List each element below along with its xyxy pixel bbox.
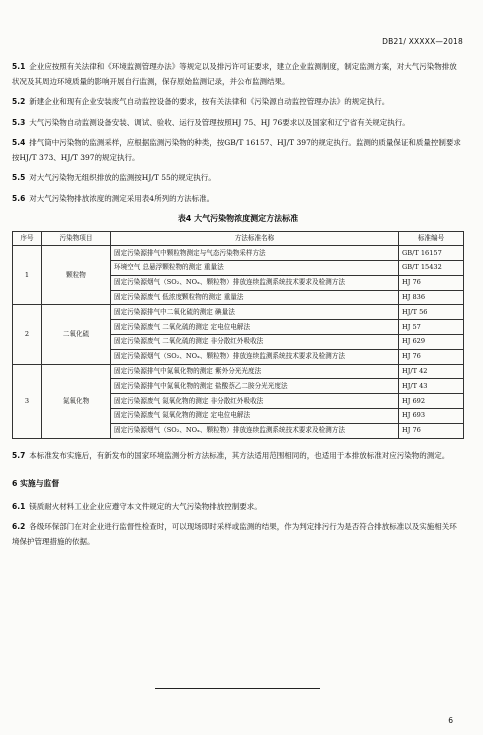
clause-number: 6.1	[12, 501, 26, 511]
row-number: 1	[13, 246, 42, 305]
method-name: 固定污染源烟气（SO₂、NOₓ、颗粒物）排放连续监测系统技术要求及检测方法	[111, 275, 399, 290]
clause-text: 大气污染物自动监测设备安装、调试、验收、运行及管理按照HJ 75、HJ 76要求以及国家和辽宁省有关规定执行。	[29, 117, 410, 127]
standard-code: HJ/T 56	[399, 305, 464, 320]
clause-text: 本标准发布实施后，有新发布的国家环境监测分析方法标准，其方法适用范围相同的，也适用于本排放标准对应污染物的测定。	[29, 450, 450, 460]
method-name: 环境空气 总悬浮颗粒物的测定 重量法	[111, 261, 399, 276]
standard-code: HJ 629	[399, 335, 464, 350]
clause-number: 5.7	[12, 450, 26, 460]
clause-6-2	[12, 520, 464, 549]
standard-code: HJ/T 43	[399, 379, 464, 394]
standard-code: HJ 836	[399, 290, 464, 305]
clause-number: 5.4	[12, 138, 26, 147]
clause-number: 5.1	[12, 62, 26, 71]
clause-text: 排气筒中污染物的监测采样，应根据监测污染物的种类，按GB/T 16157、HJ/T 397的规定执行。监测的质量保证和质量控制要求按HJ/T 373、HJ/T 397的规定执行。	[12, 138, 461, 162]
standard-code: HJ 76	[399, 423, 464, 438]
clause-number: 5.5	[12, 173, 26, 182]
method-name: 固定污染源排气中二氧化硫的测定 碘量法	[111, 305, 399, 320]
method-name: 固定污染源废气 二氧化硫的测定 非分散红外吸收法	[111, 335, 399, 350]
clause-5-7	[12, 449, 464, 464]
pollutant-name: 氮氧化物	[42, 364, 111, 438]
clause-5-1	[12, 60, 464, 89]
standard-code: HJ 57	[399, 320, 464, 335]
method-name: 固定污染源烟气（SO₂、NOₓ、颗粒物）排放连续监测系统技术要求及检测方法	[111, 423, 399, 438]
col-header-code: 标准编号	[399, 231, 464, 246]
clause-5-3	[12, 116, 464, 131]
col-header-method: 方法标准名称	[111, 231, 399, 246]
document-id: DB21/ XXXXX—2018	[382, 37, 463, 46]
method-standards-table	[12, 231, 464, 439]
standard-code: HJ 76	[399, 275, 464, 290]
pollutant-name: 颗粒物	[42, 246, 111, 305]
method-name: 固定污染源废气 二氧化硫的测定 定电位电解法	[111, 320, 399, 335]
clause-number: 6.2	[12, 522, 26, 532]
clause-text: 对大气污染物无组织排放的监测按HJ/T 55的规定执行。	[29, 173, 216, 182]
clause-5-4	[12, 136, 464, 165]
clause-text: 镁质耐火材料工业企业应遵守本文件规定的大气污染物排放控制要求。	[29, 501, 262, 511]
clause-text: 企业应按照有关法律和《环境监测管理办法》等规定以及排污许可证要求，建立企业监测制度，制定监测方案，对大气污染物排放状况及其周边环境质量的影响开展自行监测，保存原始监测记录，并公布监测结果。	[12, 62, 457, 86]
clause-number: 5.3	[12, 117, 26, 127]
clause-5-2	[12, 95, 464, 110]
table-header-row	[13, 231, 464, 246]
standard-code: HJ/T 42	[399, 364, 464, 379]
document-body	[12, 60, 464, 555]
clause-5-6	[12, 192, 464, 207]
clause-text: 对大气污染物排放浓度的测定采用表4所列的方法标准。	[29, 193, 215, 203]
standard-code: HJ 692	[399, 394, 464, 409]
method-name: 固定污染源排气中颗粒物测定与气态污染物采样方法	[111, 246, 399, 261]
method-name: 固定污染源排气中氮氧化物的测定 盐酸萘乙二胺分光光度法	[111, 379, 399, 394]
end-rule	[155, 688, 320, 689]
table-row	[13, 364, 464, 379]
row-number: 2	[13, 305, 42, 364]
method-name: 固定污染源废气 氮氧化物的测定 定电位电解法	[111, 409, 399, 424]
standard-code: HJ 76	[399, 349, 464, 364]
clause-6-1	[12, 500, 464, 515]
method-name: 固定污染源排气中氮氧化物的测定 紫外分光光度法	[111, 364, 399, 379]
section-heading: 6 实施与监督	[12, 479, 60, 489]
standard-code: GB/T 16157	[399, 246, 464, 261]
pollutant-name: 二氧化硫	[42, 305, 111, 364]
table-caption: 表4 大气污染物浓度测定方法标准	[177, 214, 299, 223]
table-row	[13, 305, 464, 320]
method-name: 固定污染源烟气（SO₂、NOₓ、颗粒物）排放连续监测系统技术要求及检测方法	[111, 349, 399, 364]
col-header-pollutant: 污染物项目	[42, 231, 111, 246]
clause-number: 5.6	[12, 193, 26, 203]
col-header-no: 序号	[13, 231, 42, 246]
clause-text: 新建企业和现有企业安装废气自动监控设备的要求，按有关法律和《污染源自动监控管理办法》的规定执行。	[29, 97, 390, 106]
standard-code: GB/T 15432	[399, 261, 464, 276]
clause-number: 5.2	[12, 97, 26, 106]
row-number: 3	[13, 364, 42, 438]
page-number: 6	[448, 716, 453, 725]
clause-5-5	[12, 171, 464, 186]
standard-code: HJ 693	[399, 409, 464, 424]
clause-text: 各级环保部门在对企业进行监督性检查时，可以现场即时采样或监测的结果，作为判定排污行为是否符合排放标准以及实施相关环境保护管理措施的依据。	[12, 522, 457, 546]
table-row	[13, 246, 464, 261]
method-name: 固定污染源废气 低浓度颗粒物的测定 重量法	[111, 290, 399, 305]
method-name: 固定污染源废气 氮氧化物的测定 非分散红外吸收法	[111, 394, 399, 409]
